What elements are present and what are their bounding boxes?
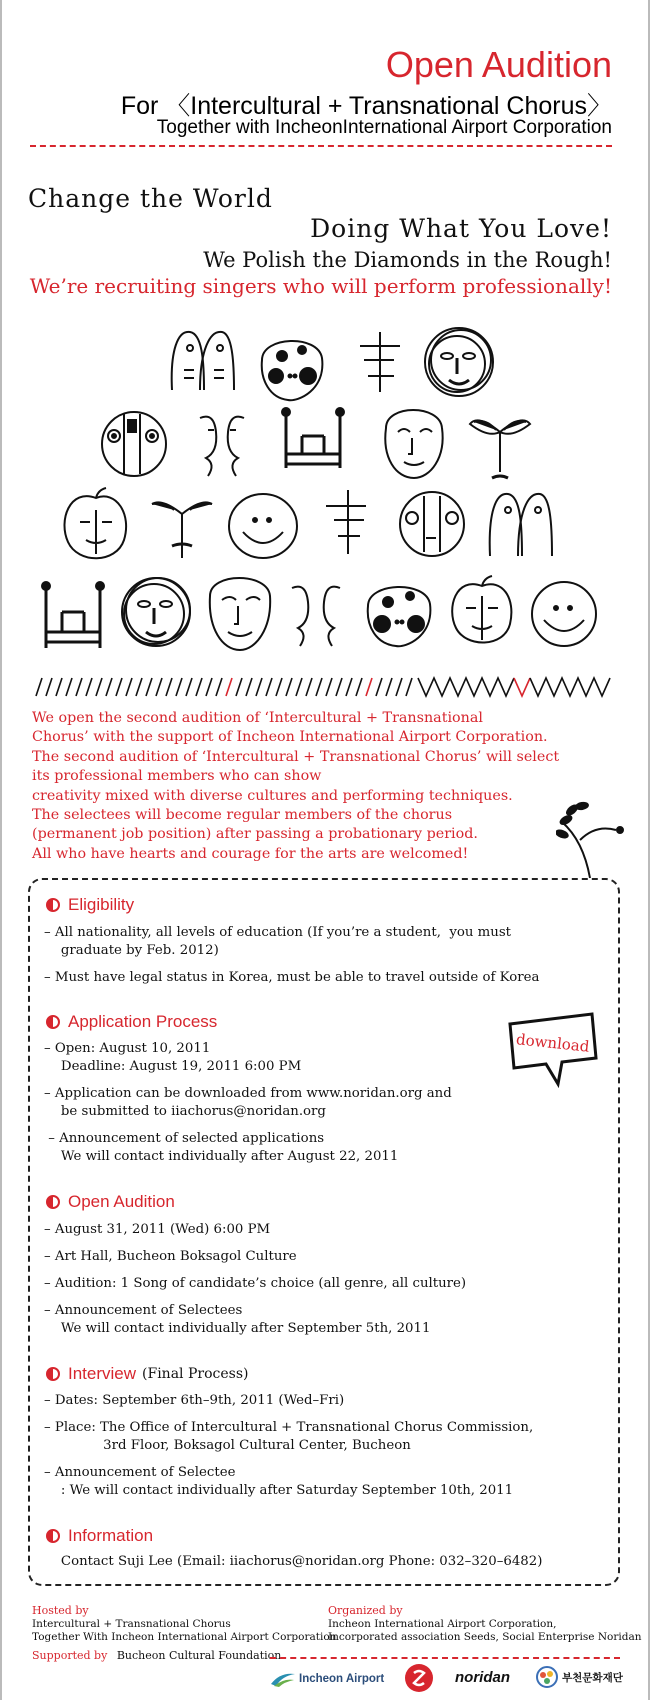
slogan-3: We Polish the Diamonds in the Rough!	[203, 248, 612, 272]
partner-line: Together with IncheonInternational Airport Corporation	[156, 117, 612, 138]
chair-figure-icon-2	[42, 582, 104, 648]
header-divider	[30, 145, 612, 147]
airport-swoosh-icon	[270, 1670, 296, 1688]
eligibility-item: – All nationality, all levels of education (If you’re a student, you must graduate by Feb. 2012)	[44, 925, 512, 958]
organized-block	[328, 1604, 641, 1645]
scribble-face-icon	[425, 328, 493, 396]
section-audition-heading	[46, 1192, 175, 1212]
audition-item: – Art Hall, Bucheon Boksagol Culture	[44, 1249, 297, 1264]
intro-line: The second audition of ‘Intercultural + Transnational Chorus’ will select	[32, 748, 560, 765]
sprout-face-icon	[470, 420, 530, 478]
eligibility-item: – Must have legal status in Korea, must be able to travel outside of Korea	[44, 970, 540, 985]
half-circle-icon	[46, 1529, 60, 1543]
stick-mark-icon-2	[326, 490, 366, 554]
section-title: Open Audition	[68, 1192, 175, 1211]
audition-item: – Audition: 1 Song of candidate’s choice (all genre, all culture)	[44, 1276, 467, 1291]
foundation-text: 부천문화재단	[562, 1671, 623, 1684]
bucheon-foundation-logo	[535, 1665, 623, 1689]
incheon-airport-logo	[270, 1667, 384, 1691]
round-face-icon	[102, 412, 166, 476]
tall-figure-icon-2	[490, 494, 552, 556]
poster-title: Open Audition	[385, 44, 612, 85]
section-interview-heading	[46, 1364, 248, 1384]
page-edge-left	[0, 0, 2, 1700]
hosted-label: Hosted by	[32, 1604, 89, 1617]
audition-item: – August 31, 2011 (Wed) 6:00 PM	[44, 1222, 271, 1237]
slogan-2: Doing What You Love!	[310, 214, 612, 243]
smile-face-icon-2	[532, 582, 596, 646]
interview-item: – Dates: September 6th–9th, 2011 (Wed–Fri)	[44, 1393, 345, 1408]
eye-face-icon	[400, 492, 464, 556]
section-application-heading	[46, 1012, 217, 1032]
noridan-text: noridan	[455, 1669, 510, 1686]
download-badge[interactable]	[500, 1010, 600, 1088]
sprout-face-icon-2	[152, 502, 212, 558]
spotted-face-icon-2	[368, 587, 431, 646]
spotted-face-icon	[262, 341, 323, 400]
slogan-1: Change the World	[28, 184, 273, 213]
half-circle-icon	[46, 1367, 60, 1381]
download-label[interactable]: download	[515, 1030, 591, 1056]
supported-block	[32, 1649, 281, 1662]
profile-faces-icon	[200, 417, 244, 476]
section-eligibility-heading	[46, 895, 134, 915]
organized-line: Incorporated association Seeds, Social Enterprise Noridan	[328, 1631, 642, 1643]
application-item: – Announcement of selected applications We will contact individually after August 22, 2011	[48, 1131, 399, 1164]
organized-label: Organized by	[328, 1604, 403, 1617]
foundation-mark-icon	[535, 1665, 559, 1689]
long-face-icon	[210, 578, 270, 650]
apple-face-icon	[64, 488, 126, 558]
intro-line: creativity mixed with diverse cultures and performing techniques.	[32, 787, 513, 804]
hosted-block	[32, 1604, 336, 1645]
intro-line: Chorus’ with the support of Incheon International Airport Corporation.	[32, 729, 548, 746]
profile-faces-icon-2	[292, 587, 340, 646]
stick-mark-icon	[360, 332, 400, 392]
section-title: Information	[68, 1526, 154, 1545]
incheon-airport-text: Incheon Airport	[299, 1673, 385, 1685]
noridan-logo	[455, 1667, 510, 1686]
application-item: – Application can be downloaded from www.noridan.org and be submitted to iiachorus@noridan.org	[44, 1086, 452, 1119]
information-item: Contact Suji Lee (Email: iiachorus@noridan.org Phone: 032–320–6482)	[44, 1554, 543, 1569]
section-information-heading	[46, 1526, 153, 1546]
hosted-line: Together With Incheon International Airport Corporation	[32, 1631, 337, 1643]
hosted-line: Intercultural + Transnational Chorus	[32, 1617, 231, 1630]
doodle-illustration	[0, 320, 650, 720]
intro-paragraph	[32, 709, 612, 864]
slogan-4: We’re recruiting singers who will perform professionally!	[29, 274, 612, 298]
interview-item: – Announcement of Selectee : We will contact individually after Saturday September 10th, 2011	[44, 1465, 514, 1498]
section-title: Application Process	[68, 1012, 218, 1031]
application-item: – Open: August 10, 2011 Deadline: August 19, 2011 6:00 PM	[44, 1041, 302, 1074]
intro-line: its professional members who can show	[32, 768, 322, 785]
intro-line: The selectees will become regular members of the chorus	[32, 807, 453, 824]
section-title: Eligibility	[68, 895, 135, 914]
intro-line: All who have hearts and courage for the arts are welcomed!	[32, 845, 469, 862]
supported-value: Bucheon Cultural Foundation	[116, 1649, 282, 1662]
poster-subtitle: For 〈Intercultural + Transnational Chorus〉	[120, 92, 612, 120]
branch-icon	[556, 800, 626, 880]
footer-divider	[270, 1657, 620, 1659]
oval-face-icon	[385, 410, 442, 478]
chair-figure-icon	[282, 408, 344, 468]
half-circle-icon	[46, 898, 60, 912]
section-subtitle: (Final Process)	[142, 1366, 249, 1382]
slash-divider	[36, 678, 610, 696]
supported-label: Supported by	[32, 1649, 108, 1662]
scribble-face-icon-2	[122, 578, 190, 646]
audition-item: – Announcement of Selectees We will contact individually after September 5th, 2011	[44, 1303, 431, 1336]
intro-line: We open the second audition of ‘Intercultural + Transnational	[32, 710, 483, 726]
organized-line: Incheon International Airport Corporation,	[328, 1617, 557, 1630]
half-circle-icon	[46, 1195, 60, 1209]
smile-face-icon	[229, 494, 297, 558]
tall-figure-icon	[172, 332, 234, 390]
apple-face-icon-2	[452, 576, 511, 643]
half-circle-icon	[46, 1015, 60, 1029]
intro-line: (permanent job position) after passing a probationary period.	[32, 826, 478, 843]
seeds-logo-icon	[405, 1664, 433, 1692]
section-title: Interview	[68, 1364, 137, 1383]
interview-item: – Place: The Office of Intercultural + Transnational Chorus Commission, 3rd Floor, Boksagol Cultural Center, Bucheon	[44, 1420, 534, 1453]
